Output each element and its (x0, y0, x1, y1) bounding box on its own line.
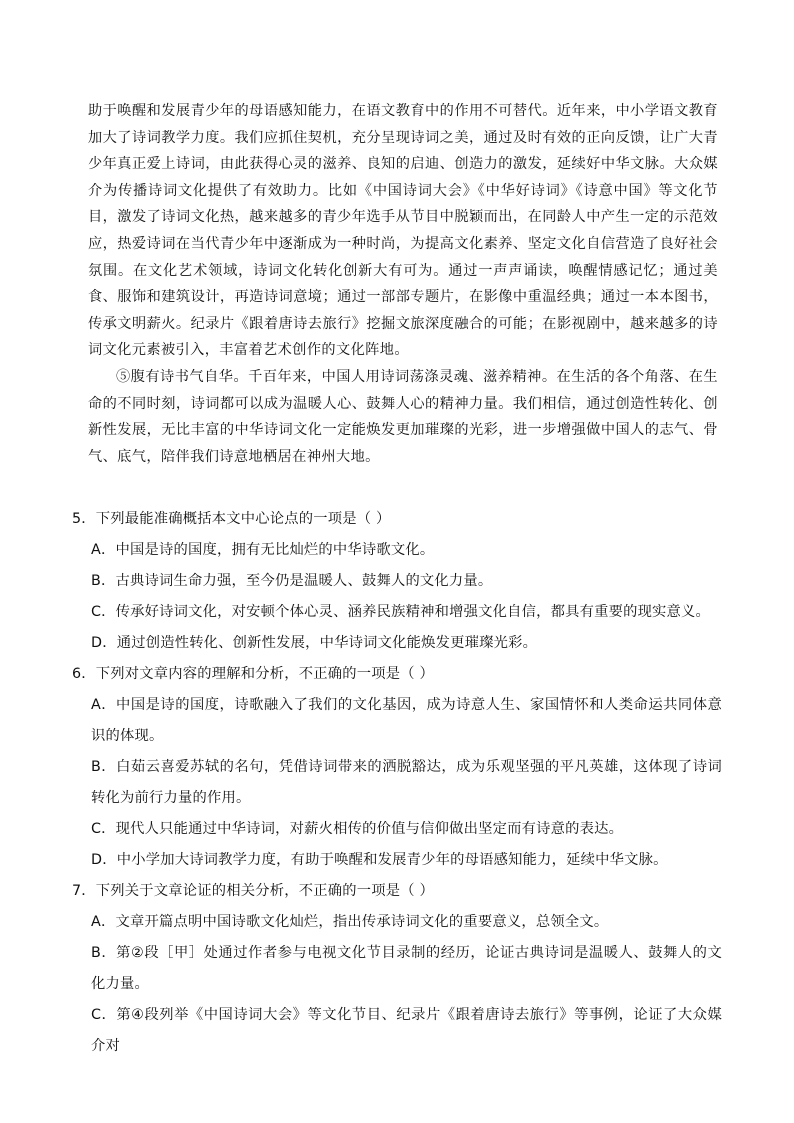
question-5 (72, 504, 722, 659)
question-stem: 6．下列对文章内容的理解和分析，不正确的一项是（ ） (72, 666, 434, 682)
question-stem: 7．下列关于文章论证的相关分析，不正确的一项是（ ） (72, 883, 434, 899)
option-c: C．第④段列举《中国诗词大会》等文化节目、纪录片《跟着唐诗去旅行》等事例，论证了大众媒介对 (91, 1007, 722, 1054)
question-list (72, 504, 722, 1062)
option-d: D．通过创造性转化、创新性发展，中华诗词文化能焕发更璀璨光彩。 (91, 635, 538, 651)
option-c: C．传承好诗词文化，对安顿个体心灵、涵养民族精神和增强文化自信，都具有重要的现实意义。 (91, 604, 711, 620)
option-a: A．文章开篇点明中国诗歌文化灿烂，指出传承诗词文化的重要意义，总领全文。 (91, 914, 609, 930)
option-b: B．白茹云喜爱苏轼的名句，凭借诗词带来的洒脱豁达，成为乐观坚强的平凡英雄，这体现了诗词转化为前行力量的作用。 (91, 759, 722, 806)
question-stem: 5．下列最能准确概括本文中心论点的一项是（ ） (72, 511, 391, 527)
option-a: A．中国是诗的国度，诗歌融入了我们的文化基因，成为诗意人生、家国情怀和人类命运共同体意识的体现。 (91, 697, 722, 744)
option-c: C．现代人只能通过中华诗词，对薪火相传的价值与信仰做出坚定而有诗意的表达。 (91, 821, 624, 837)
passage-paragraph-4-continued: 助于唤醒和发展青少年的母语感知能力，在语文教育中的作用不可替代。近年来，中小学语文教育加大了诗词教学力度。我们应抓住契机，充分呈现诗词之美，通过及时有效的正向反馈，让广大青少年真正爱上诗词，由此获得心灵的滋养、良知的启迪、创造力的激发，延续好中华文脉。大众媒介为传播诗词文化提供了有效助力。比如《中国诗词大会》《中华好诗词》《诗意中国》等文化节目，激发了诗词文化热，越来越多的青少年选手从节目中脱颖而出，在同龄人中产生一定的示范效应，热爱诗词在当代青少年中逐渐成为一种时尚，为提高文化素养、坚定文化自信营造了良好社会氛围。在文化艺术领域，诗词文化转化创新大有可为。通过一声声诵读，唤醒情感记忆；通过美食、服饰和建筑设计，再造诗词意境；通过一部部专题片，在影像中重温经典；通过一本本图书，传承文明薪火。纪录片《跟着唐诗去旅行》挖掘文旅深度融合的可能；在影视剧中，越来越多的诗词文化元素被引入，丰富着艺术创作的文化阵地。 (88, 103, 718, 359)
passage-paragraph-5: ⑤腹有诗书气自华。千百年来，中国人用诗词荡涤灵魂、滋养精神。在生活的各个角落、在生命的不同时刻，诗词都可以成为温暖人心、鼓舞人心的精神力量。我们相信，通过创造性转化、创新性发展，无比丰富的中华诗词文化一定能焕发更加璀璨的光彩，进一步增强做中国人的志气、骨气、底气，陪伴我们诗意地栖居在神州大地。 (88, 368, 718, 465)
option-a: A．中国是诗的国度，拥有无比灿烂的中华诗歌文化。 (91, 542, 435, 558)
question-7 (72, 876, 722, 1062)
option-b: B．古典诗词生命力强，至今仍是温暖人、鼓舞人的文化力量。 (91, 573, 493, 589)
reading-passage (88, 98, 718, 470)
question-6 (72, 659, 722, 876)
option-b: B．第②段［甲］处通过作者参与电视文化节目录制的经历，论证古典诗词是温暖人、鼓舞人的文化力量。 (91, 945, 722, 992)
option-d: D．中小学加大诗词教学力度，有助于唤醒和发展青少年的母语感知能力，延续中华文脉。 (91, 852, 668, 868)
